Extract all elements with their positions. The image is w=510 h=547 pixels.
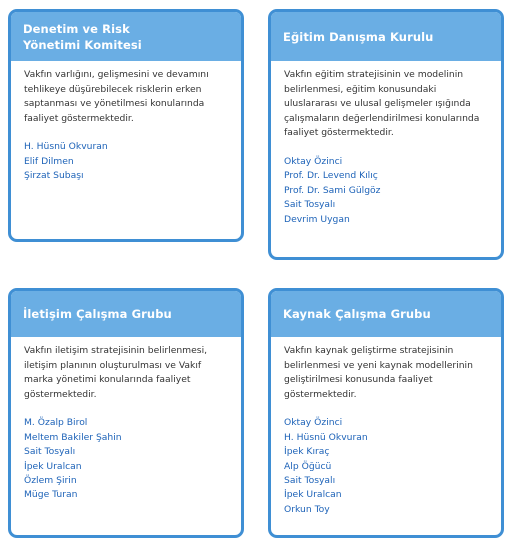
card-egitim-danisma (268, 9, 504, 260)
member-name: Orkun Toy (284, 503, 330, 515)
card-description: Vakfın kaynak geliştirme stratejisinin belirlenmesi ve yeni kaynak modellerinin geliştirilmesi konusunda faaliyet göstermektedir. (284, 345, 473, 400)
card-kaynak (268, 288, 504, 538)
card-iletisim (8, 288, 244, 538)
member-list (284, 416, 488, 517)
card-description: Vakfın eğitim stratejisinin ve modelinin belirlenmesi, eğitim konusundaki uluslararası ve ulusal gelişmeler ışığında çalışmaların değerlendirilmesi konularında faaliyet göstermektedir. (284, 69, 480, 139)
member-name: M. Özalp Birol (24, 417, 88, 429)
member-name: Sait Tosyalı (284, 475, 336, 486)
card-header (271, 12, 501, 61)
member-name: Özlem Şirin (24, 475, 77, 486)
member-list (24, 140, 228, 183)
member-name: Prof. Dr. Sami Gülgöz (284, 184, 381, 196)
member-name: İpek Uralcan (284, 489, 342, 501)
member-name: İpek Uralcan (24, 460, 82, 472)
member-name: Elif Dilmen (24, 155, 74, 167)
card-description: Vakfın iletişim stratejisinin belirlenmesi, iletişim planının oluşturulması ve Vakıf marka yönetimi konularında faaliyet göstermektedir. (24, 345, 208, 400)
card-title-line: İletişim Çalışma Grubu (23, 307, 172, 321)
member-name: Oktay Özinci (284, 155, 343, 167)
member-name: Meltem Bakiler Şahin (24, 431, 122, 443)
member-name: Oktay Özinci (284, 417, 343, 429)
member-list (24, 416, 228, 502)
card-title-line: Eğitim Danışma Kurulu (283, 29, 434, 44)
member-name: Sait Tosyalı (284, 199, 336, 211)
card-body (11, 61, 241, 184)
member-name: Prof. Dr. Levend Kılıç (284, 170, 378, 182)
member-name: Müge Turan (24, 489, 78, 501)
member-name: İpek Kıraç (284, 446, 330, 458)
card-title-line: Denetim ve Risk (23, 21, 130, 36)
card-body (11, 337, 241, 503)
card-title-line: Kaynak Çalışma Grubu (283, 307, 431, 321)
card-header (11, 12, 241, 61)
member-name: Devrim Uygan (284, 213, 350, 225)
member-name: Şirzat Subaşı (24, 170, 84, 182)
member-name: Sait Tosyalı (24, 446, 76, 458)
member-name: H. Hüsnü Okvuran (24, 141, 108, 153)
card-body (271, 337, 501, 517)
card-header (11, 291, 241, 337)
member-name: H. Hüsnü Okvuran (284, 431, 368, 443)
card-header (271, 291, 501, 337)
member-list (284, 155, 488, 227)
card-body (271, 61, 501, 227)
card-title-line: Yönetimi Komitesi (23, 37, 142, 52)
card-denetim-risk (8, 9, 244, 242)
member-name: Alp Öğücü (284, 460, 332, 472)
card-description: Vakfın varlığını, gelişmesini ve devamını tehlikeye düşürebilecek risklerin erken saptanması ve yönetilmesi konularında faaliyet göstermektedir. (24, 69, 209, 124)
